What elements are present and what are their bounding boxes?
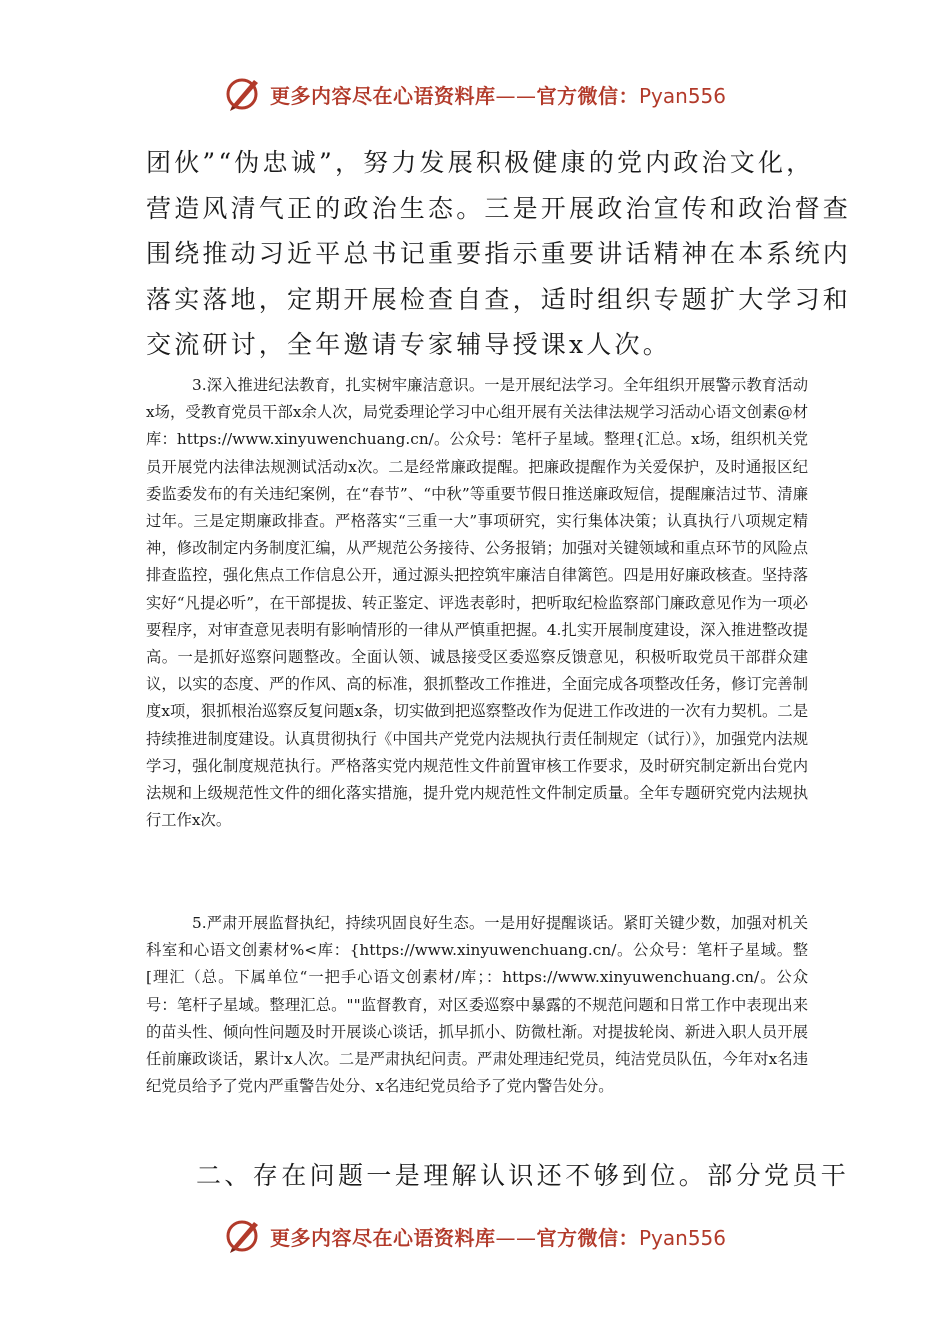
section-5-paragraph: 5.严肃开展监督执纪，持续巩固良好生态。一是用好提醒谈话。紧盯关键少数，加强对机关科室和心语文创素材%<库：{https://www.xinyuwenchuang.cn/。公众号：笔杆子星域。整[理汇（总。下属单位“一把手心语文创素材/库；：https://www.xinyuwenchuang.cn/。公众号：笔杆子星域。整理汇总。""监督教育，对区委巡察中暴露的不规范问题和日常工作中表现出来的苗头性、倾向性问题及时开展谈心谈话，抓早抓小、防微杜渐。对提拔轮岗、新进入职人员开展任前廉政谈话，累计x人次。二是严肃执纪问责。严肃处理违纪党员，纯洁党员队伍，今年对x名违纪党员给予了党内严重警告处分、x名违纪党员给予了党内警告处分。 [146,914,808,1096]
header-banner [0,72,950,116]
header-banner-text [270,80,726,109]
banner-slogan: 更多内容尽在心语资料库 [269,83,496,108]
lead-line: 团伙”“伪忠诚”，努力发展积极健康的党内政治文化， [146,148,815,177]
footer-banner-text [270,1222,726,1251]
banner-wechat-label: 官方微信： [536,83,639,108]
lead-paragraph [146,140,852,368]
banner-slogan: 更多内容尽在心语资料库 [269,1225,496,1250]
banner-wechat-id: Pyan556 [638,83,726,108]
section-3-paragraph: 3.深入推进纪法教育，扎实树牢廉洁意识。一是开展纪法学习。全年组织开展警示教育活动x场，受教育党员干部x余人次，局党委理论学习中心组开展有关法律法规学习活动心语文创素@材库：https://www.xinyuwenchuang.cn/。公众号：笔杆子星域。整理{汇总。x场，组织机关党员开展党内法律法规测试活动x次。二是经常廉政提醒。把廉政提醒作为关爱保护，及时通报区纪委监委发布的有关违纪案例，在“春节”、“中秋”等重要节假日推送廉政短信，提醒廉洁过节、清廉过年。三是定期廉政排查。严格落实“三重一大”事项研究，实行集体决策；认真执行八项规定精神，修改制定内务制度汇编，从严规范公务接待、公务报销；加强对关键领域和重点环节的风险点排查监控，强化焦点工作信息公开，通过源头把控筑牢廉洁自律篱笆。四是用好廉政核查。坚持落实好“凡提必听”，在干部提拔、转正鉴定、评选表彰时，把听取纪检监察部门廉政意见作为一项必要程序，对审查意见表明有影响情形的一律从严慎重把握。4.扎实开展制度建设，深入推进整改提高。一是抓好巡察问题整改。全面认领、诚恳接受区委巡察反馈意见，积极听取党员干部群众建议，以实的态度、严的作风、高的标准，狠抓整改工作推进，全面完成各项整改任务，修订完善制度x项，狠抓根治巡察反复问题x条，切实做到把巡察整改作为促进工作改进的一次有力契机。二是持续推进制度建设。认真贯彻执行《中国共产党党内法规执行责任制规定（试行）》，加强党内法规学习，强化制度规范执行。严格落实党内规范性文件前置审核工作要求，及时研究制定新出台党内法规和上级规范性文件的细化落实措施，提升党内规范性文件制定质量。全年专题研究党内法规执行工作x次。 [146,376,808,830]
banner-dash: —— [495,83,537,108]
lead-line: 营造风清气正的政治生态。三是开展政治宣传和政治督查 [146,193,852,223]
lead-line: 围绕推动习近平总书记重要指示重要讲话精神在本系统内 [146,239,852,268]
banner-dash: —— [495,1225,537,1250]
banner-wechat-label: 官方微信： [536,1225,639,1250]
footer-banner [0,1214,950,1258]
pen-circle-logo-icon [224,74,264,114]
section-heading-problems: 二、存在问题一是理解认识还不够到位。部分党员干 [196,1161,850,1190]
pen-circle-logo-icon [224,1216,264,1256]
lead-line: 落实落地，定期开展检查自查，适时组织专题扩大学习和 [146,284,852,314]
lead-line: 交流研讨，全年邀请专家辅导授课x人次。 [146,330,671,359]
banner-wechat-id: Pyan556 [638,1225,726,1250]
